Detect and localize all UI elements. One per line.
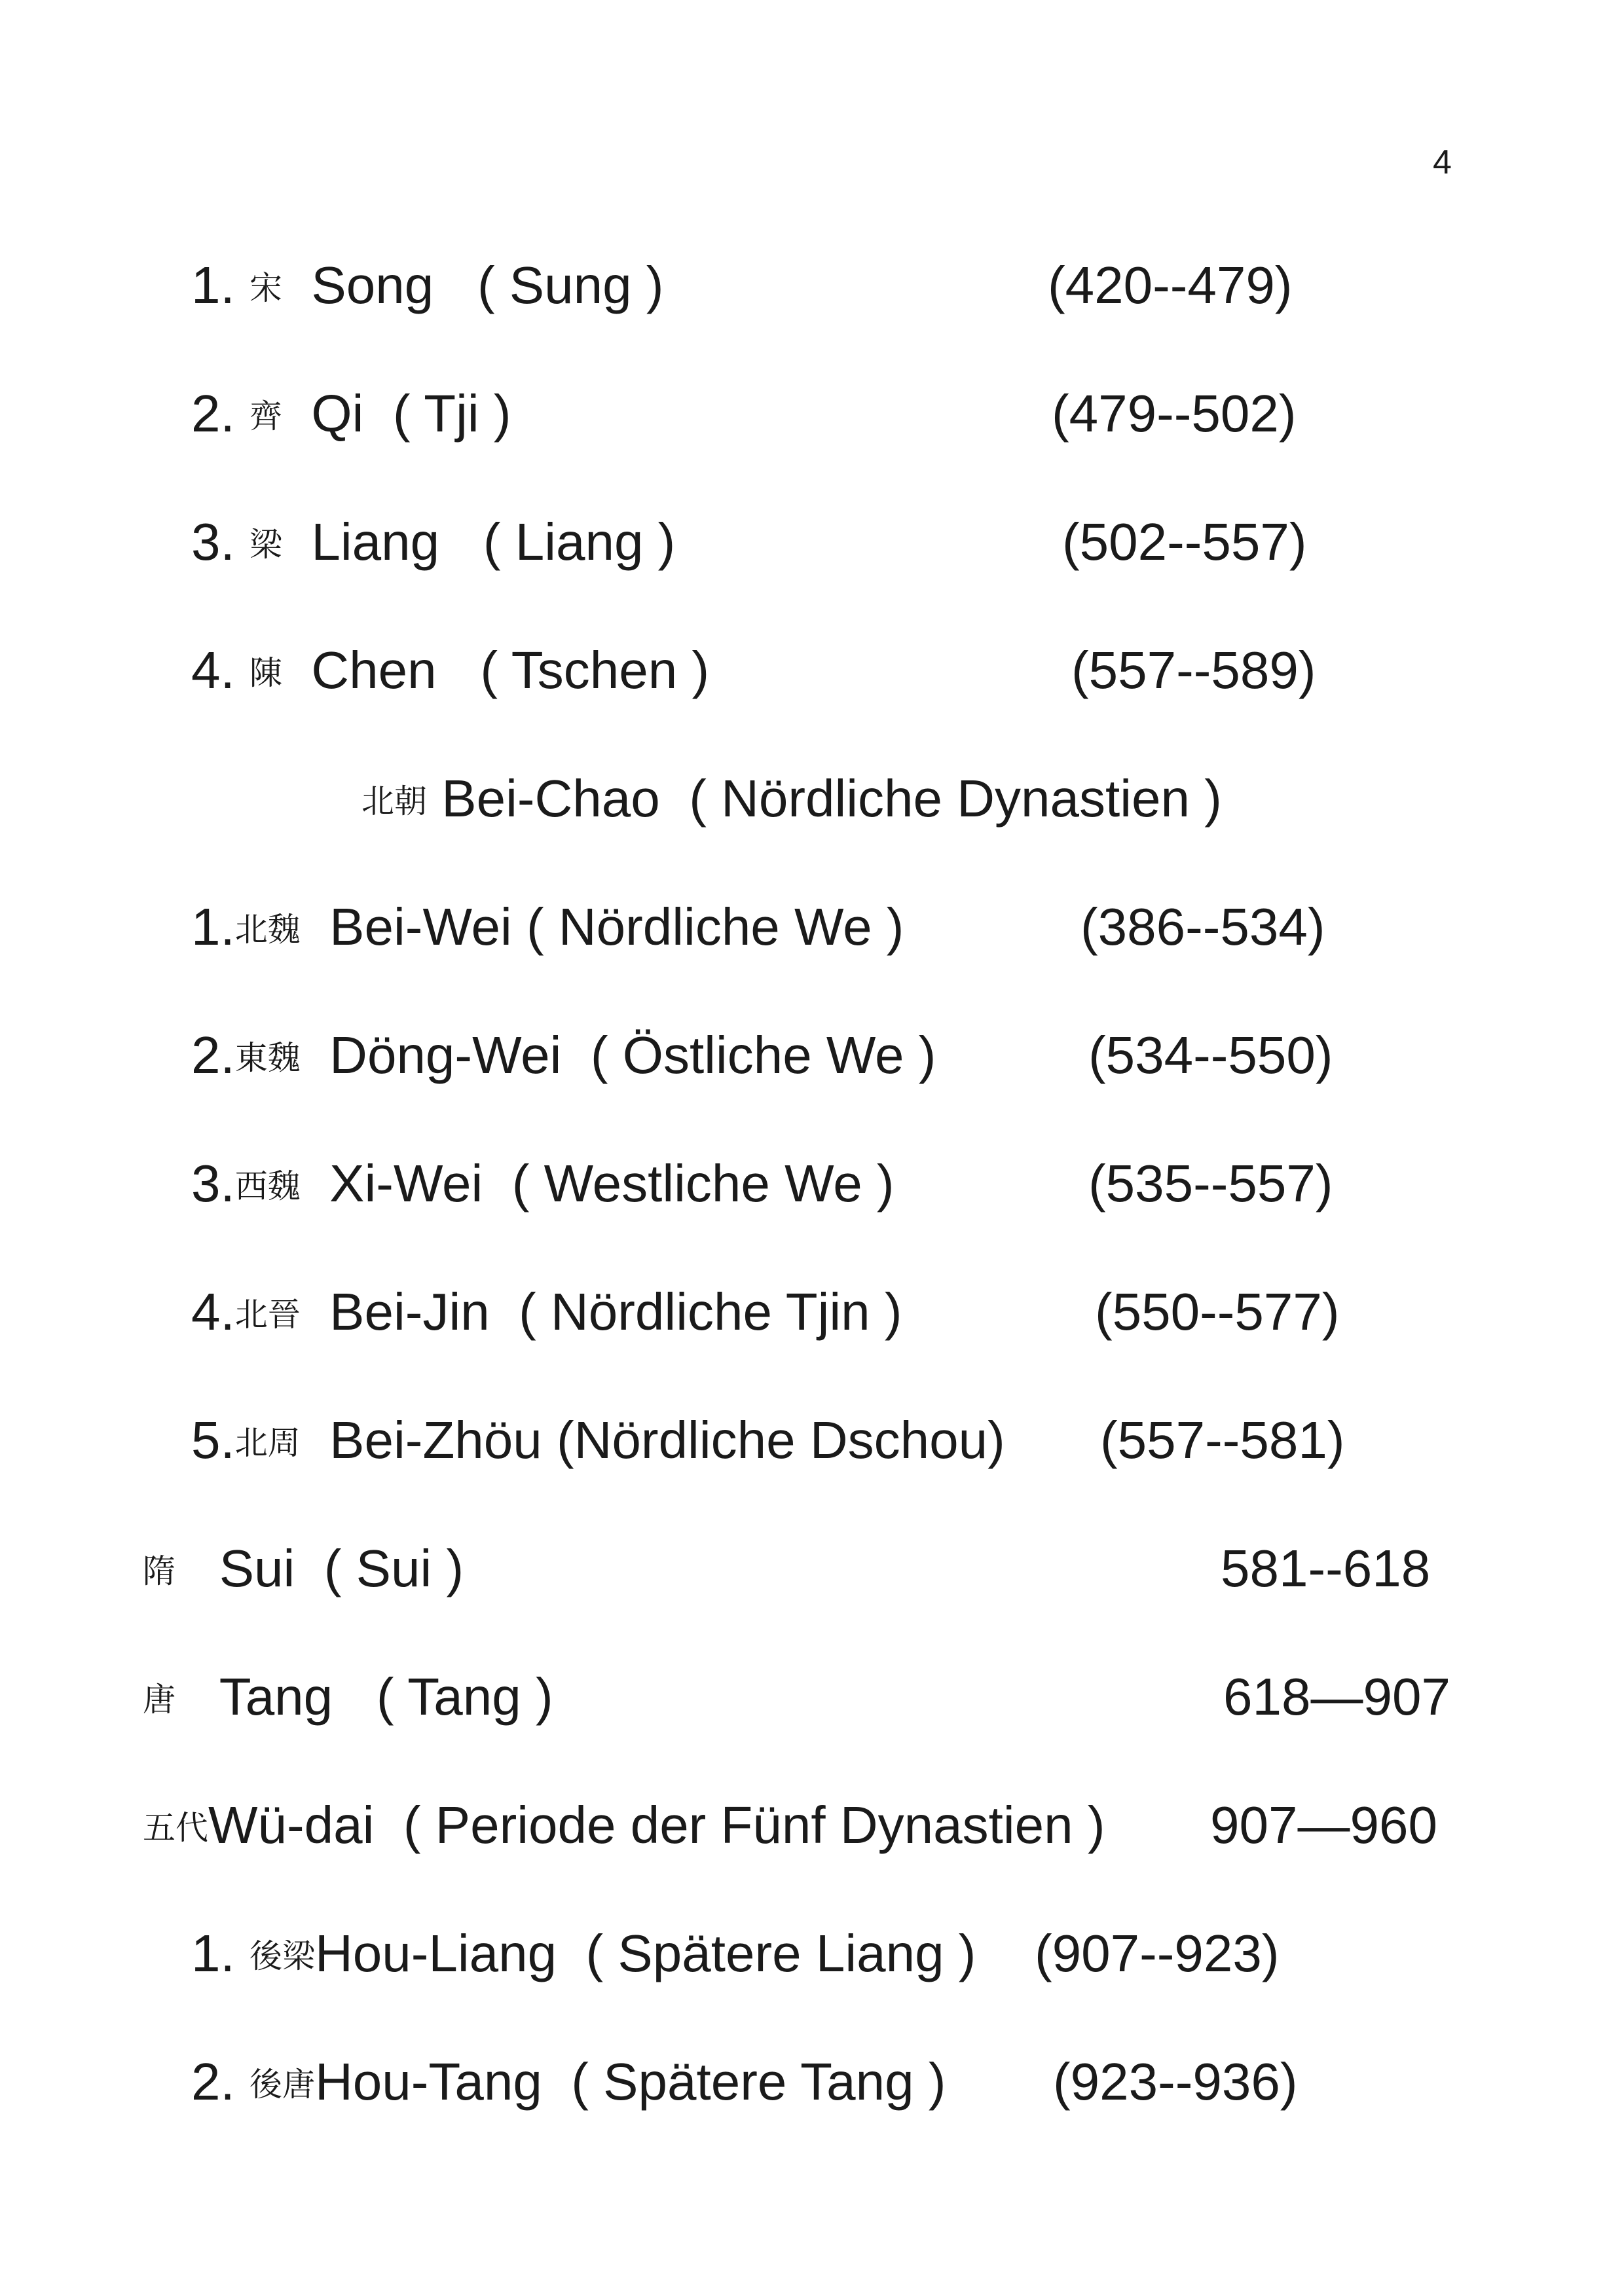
dynasty-alt-name: ( Nördliche Dynastien ) [689, 769, 1222, 828]
chinese-characters: 北魏 [234, 911, 301, 949]
list-item [191, 1283, 902, 1341]
item-number: 2. [191, 2052, 235, 2111]
dynasty-alt-name: ( Periode der Fünf Dynastien ) [403, 1796, 1105, 1854]
item-number: 1. [191, 256, 235, 314]
list-item [191, 1924, 976, 1982]
list-item [191, 384, 511, 443]
dynasty-name: Bei-Wei [329, 898, 512, 956]
dynasty-name: Chen [311, 641, 437, 699]
item-number: 4. [191, 641, 235, 699]
dynasty-name: Qi [311, 384, 364, 443]
dynasty-alt-name: ( Nördliche Tjin ) [519, 1283, 902, 1341]
list-item [191, 641, 710, 699]
dynasty-name: Song [311, 256, 434, 314]
item-number: 2. [191, 1026, 235, 1084]
dynasty-name: Liang [311, 513, 440, 571]
list-item [143, 1539, 464, 1597]
dynasty-alt-name: ( Tang ) [376, 1667, 553, 1726]
dynasty-period: 618—907 [1223, 1667, 1450, 1726]
chinese-characters: 後唐 [249, 2066, 315, 2104]
item-number: 1. [191, 898, 235, 956]
dynasty-period: 581--618 [1221, 1539, 1431, 1597]
dynasty-alt-name: ( Liang ) [483, 513, 676, 571]
chinese-characters: 齊 [249, 397, 282, 435]
dynasty-name: Xi-Wei [329, 1154, 483, 1212]
item-number: 4. [191, 1283, 235, 1341]
page-number: 4 [1433, 143, 1452, 181]
dynasty-alt-name: ( Nördliche We ) [526, 898, 904, 956]
chinese-characters: 西魏 [234, 1167, 301, 1205]
dynasty-name: Bei-Zhöu [329, 1411, 542, 1469]
dynasty-period: (557--589) [1071, 641, 1316, 699]
dynasty-period: (534--550) [1088, 1026, 1333, 1084]
dynasty-name: Wü-dai [208, 1796, 375, 1854]
chinese-characters: 宋 [249, 269, 282, 307]
dynasty-period: (557--581) [1100, 1411, 1345, 1469]
list-item [191, 1411, 1005, 1469]
dynasty-period: 907—960 [1210, 1796, 1437, 1854]
list-item [143, 1796, 1105, 1854]
dynasty-name: Sui [219, 1539, 295, 1597]
dynasty-period: (907--923) [1035, 1924, 1280, 1982]
list-item [191, 1154, 895, 1212]
dynasty-period: (535--557) [1088, 1154, 1333, 1212]
dynasty-alt-name: ( Sung ) [477, 256, 664, 314]
item-number: 3. [191, 513, 235, 571]
dynasty-name: Döng-Wei [329, 1026, 562, 1084]
item-number: 1. [191, 1924, 235, 1982]
dynasty-alt-name: ( Tschen ) [480, 641, 710, 699]
list-item [191, 256, 664, 314]
list-item [191, 1026, 936, 1084]
dynasty-name: Hou-Liang [314, 1924, 557, 1982]
dynasty-alt-name: (Nördliche Dschou) [557, 1411, 1005, 1469]
dynasty-alt-name: ( Tji ) [392, 384, 511, 443]
chinese-characters: 隋 [143, 1552, 175, 1590]
dynasty-name: Tang [219, 1667, 333, 1726]
chinese-characters: 後梁 [249, 1937, 315, 1975]
item-number: 2. [191, 384, 235, 443]
list-item [191, 513, 676, 571]
dynasty-period: (923--936) [1053, 2052, 1298, 2111]
dynasty-period: (479--502) [1052, 384, 1297, 443]
dynasty-period: (386--534) [1080, 898, 1325, 956]
chinese-characters: 北周 [234, 1424, 301, 1462]
section-heading [361, 769, 1222, 828]
dynasty-alt-name: ( Spätere Tang ) [571, 2052, 946, 2111]
dynasty-period: (502--557) [1062, 513, 1307, 571]
dynasty-alt-name: ( Östliche We ) [590, 1026, 936, 1084]
dynasty-alt-name: ( Westliche We ) [511, 1154, 895, 1212]
dynasty-period: (420--479) [1048, 256, 1293, 314]
list-item [191, 898, 904, 956]
chinese-characters: 五代 [143, 1809, 208, 1847]
chinese-characters: 陳 [249, 654, 282, 692]
item-number: 3. [191, 1154, 235, 1212]
dynasty-name: Bei-Jin [329, 1283, 490, 1341]
dynasty-alt-name: ( Spätere Liang ) [585, 1924, 976, 1982]
chinese-characters: 東魏 [234, 1039, 301, 1077]
dynasty-alt-name: ( Sui ) [323, 1539, 464, 1597]
list-item [143, 1667, 553, 1726]
dynasty-name: Hou-Tang [314, 2052, 542, 2111]
list-item [191, 2052, 946, 2111]
chinese-characters: 梁 [249, 526, 282, 564]
dynasty-name: Bei-Chao [441, 769, 660, 828]
chinese-characters: 北晉 [234, 1296, 301, 1334]
chinese-characters: 唐 [143, 1681, 175, 1719]
chinese-characters: 北朝 [361, 782, 427, 820]
item-number: 5. [191, 1411, 235, 1469]
dynasty-period: (550--577) [1095, 1283, 1340, 1341]
